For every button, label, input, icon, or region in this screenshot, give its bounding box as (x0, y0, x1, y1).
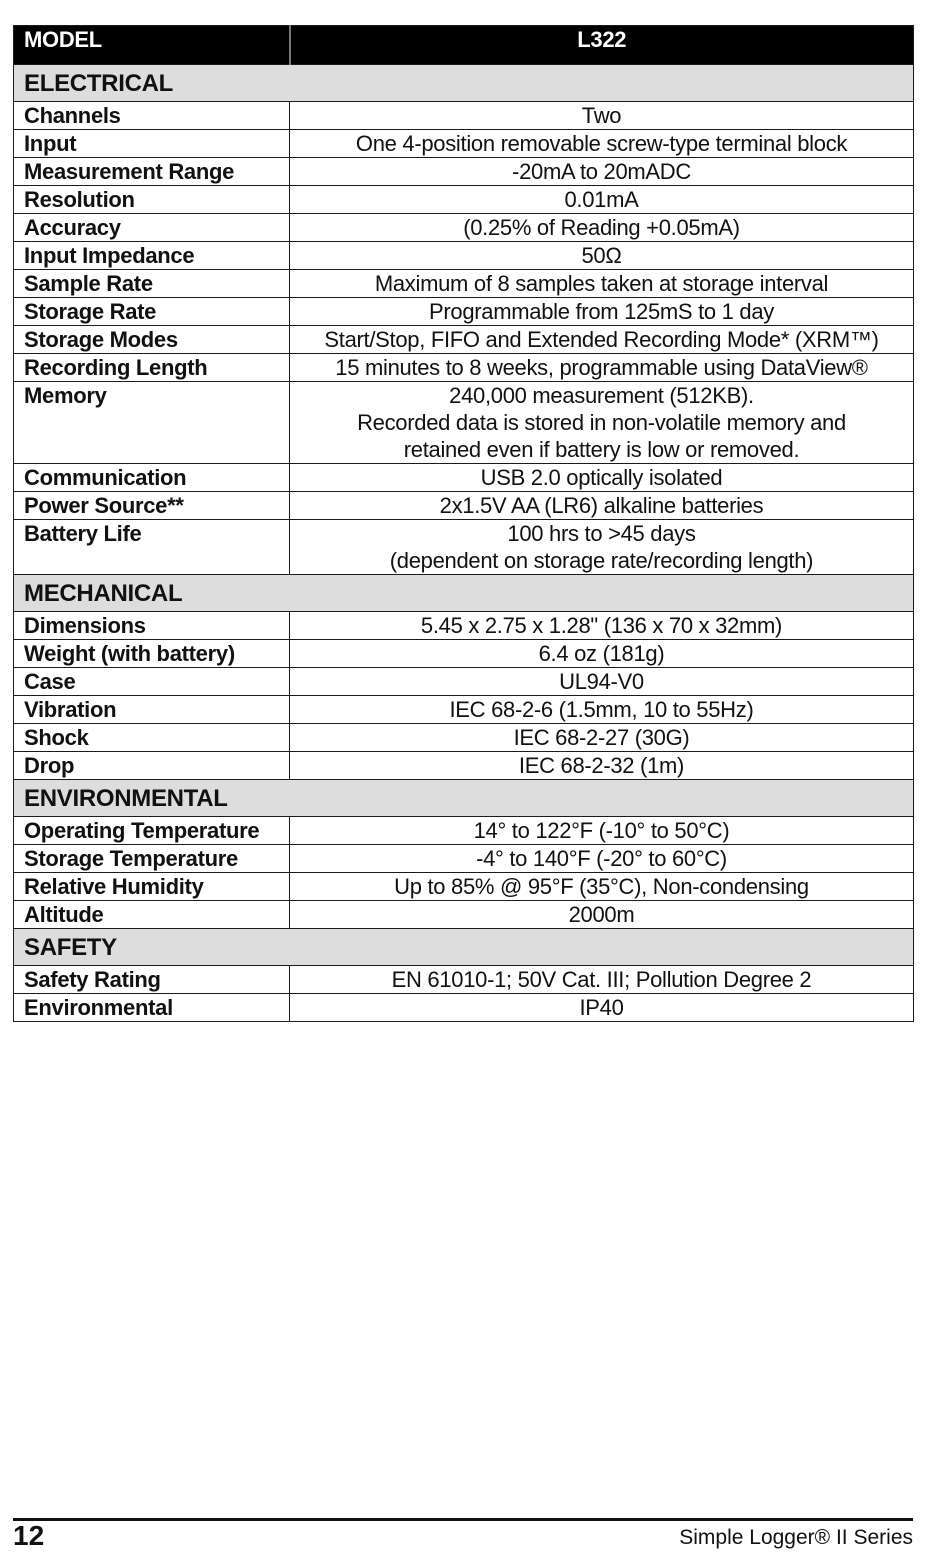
row-value: 6.4 oz (181g) (290, 640, 914, 668)
row-label: Weight (with battery) (14, 640, 290, 668)
row-value: Up to 85% @ 95°F (35°C), Non-condensing (290, 873, 914, 901)
section-safety (14, 929, 914, 966)
table-row (14, 382, 914, 464)
table-row (14, 354, 914, 382)
table-row (14, 901, 914, 929)
footer-divider (13, 1518, 913, 1521)
table-row (14, 492, 914, 520)
row-value: IP40 (290, 994, 914, 1022)
row-label: Recording Length (14, 354, 290, 382)
row-label: Storage Temperature (14, 845, 290, 873)
row-label: Memory (14, 382, 290, 464)
table-header-row (14, 26, 914, 65)
row-value: Programmable from 125mS to 1 day (290, 298, 914, 326)
table-row (14, 966, 914, 994)
row-label: Input Impedance (14, 242, 290, 270)
row-value: 0.01mA (290, 186, 914, 214)
section-title: SAFETY (14, 929, 914, 966)
row-value: EN 61010-1; 50V Cat. III; Pollution Degree 2 (290, 966, 914, 994)
row-value: -20mA to 20mADC (290, 158, 914, 186)
spec-table (13, 25, 914, 1022)
table-row (14, 696, 914, 724)
section-title: MECHANICAL (14, 575, 914, 612)
row-label: Shock (14, 724, 290, 752)
row-value: 50Ω (290, 242, 914, 270)
row-value-line: 100 hrs to >45 days (507, 521, 696, 546)
row-label: Power Source** (14, 492, 290, 520)
row-label: Altitude (14, 901, 290, 929)
table-row (14, 102, 914, 130)
table-row (14, 752, 914, 780)
row-value: 2000m (290, 901, 914, 929)
row-label: Battery Life (14, 520, 290, 575)
row-value: UL94-V0 (290, 668, 914, 696)
row-label: Communication (14, 464, 290, 492)
table-row (14, 520, 914, 575)
section-environmental (14, 780, 914, 817)
row-value: IEC 68-2-6 (1.5mm, 10 to 55Hz) (290, 696, 914, 724)
table-row (14, 640, 914, 668)
row-value: -4° to 140°F (-20° to 60°C) (290, 845, 914, 873)
row-value: IEC 68-2-32 (1m) (290, 752, 914, 780)
table-row (14, 158, 914, 186)
table-row (14, 464, 914, 492)
row-value: 5.45 x 2.75 x 1.28" (136 x 70 x 32mm) (290, 612, 914, 640)
row-value: 15 minutes to 8 weeks, programmable using DataView® (290, 354, 914, 382)
section-title: ENVIRONMENTAL (14, 780, 914, 817)
row-label: Input (14, 130, 290, 158)
row-label: Environmental (14, 994, 290, 1022)
row-label: Storage Modes (14, 326, 290, 354)
row-value-line: retained even if battery is low or removed. (403, 437, 800, 462)
row-label: Relative Humidity (14, 873, 290, 901)
row-label: Dimensions (14, 612, 290, 640)
page-number: 12 (13, 1520, 45, 1551)
row-value: Maximum of 8 samples taken at storage interval (290, 270, 914, 298)
table-row (14, 186, 914, 214)
row-value-line: Recorded data is stored in non-volatile memory and (357, 410, 846, 435)
table-row (14, 845, 914, 873)
row-value: USB 2.0 optically isolated (290, 464, 914, 492)
row-label: Resolution (14, 186, 290, 214)
section-mechanical (14, 575, 914, 612)
row-label: Case (14, 668, 290, 696)
section-electrical (14, 65, 914, 102)
table-row (14, 270, 914, 298)
row-value: 2x1.5V AA (LR6) alkaline batteries (290, 492, 914, 520)
row-label: Safety Rating (14, 966, 290, 994)
table-row (14, 242, 914, 270)
row-value (290, 520, 914, 575)
table-row (14, 724, 914, 752)
row-value: (0.25% of Reading +0.05mA) (290, 214, 914, 242)
table-row (14, 668, 914, 696)
table-row (14, 817, 914, 845)
row-label: Accuracy (14, 214, 290, 242)
row-label: Sample Rate (14, 270, 290, 298)
row-label: Channels (14, 102, 290, 130)
row-label: Drop (14, 752, 290, 780)
row-value: IEC 68-2-27 (30G) (290, 724, 914, 752)
model-label: MODEL (14, 26, 290, 65)
table-row (14, 612, 914, 640)
row-value (290, 382, 914, 464)
row-value-line: (dependent on storage rate/recording length) (389, 548, 814, 573)
table-row (14, 326, 914, 354)
table-row (14, 130, 914, 158)
row-value-line: 240,000 measurement (512KB). (449, 383, 754, 408)
row-label: Operating Temperature (14, 817, 290, 845)
table-row (14, 994, 914, 1022)
table-row (14, 298, 914, 326)
row-label: Measurement Range (14, 158, 290, 186)
footer-series-title: Simple Logger® II Series (679, 1526, 913, 1549)
section-title: ELECTRICAL (14, 65, 914, 102)
model-value: L322 (290, 26, 914, 65)
row-value: Start/Stop, FIFO and Extended Recording Mode* (XRM™) (290, 326, 914, 354)
row-label: Storage Rate (14, 298, 290, 326)
table-row (14, 873, 914, 901)
row-value: Two (290, 102, 914, 130)
table-row (14, 214, 914, 242)
row-value: 14° to 122°F (-10° to 50°C) (290, 817, 914, 845)
row-value: One 4-position removable screw-type terminal block (290, 130, 914, 158)
row-label: Vibration (14, 696, 290, 724)
